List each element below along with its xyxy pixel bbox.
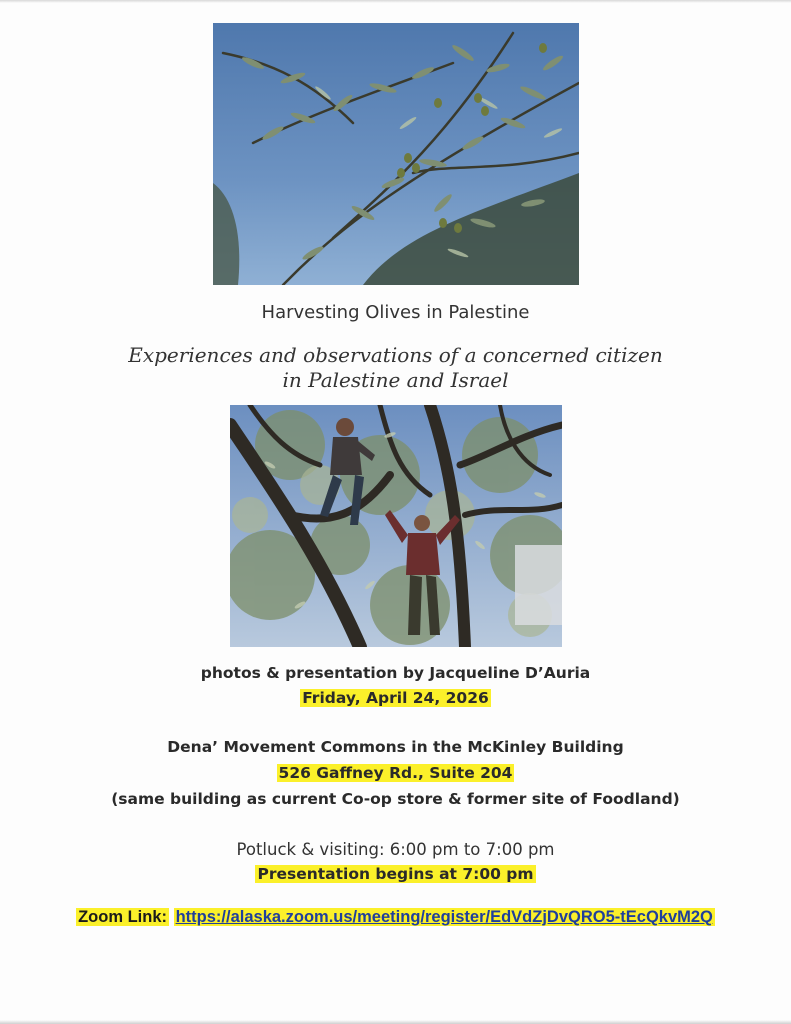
scan-edge-bottom: [0, 1020, 791, 1024]
flyer-title: Harvesting Olives in Palestine: [261, 302, 530, 323]
event-date: [0, 689, 791, 707]
subtitle-line-1: Experiences and observations of a concerned citizen: [128, 343, 663, 367]
zoom-label: Zoom Link:: [78, 908, 167, 926]
event-address-text: 526 Gaffney Rd., Suite 204: [278, 764, 513, 782]
presentation-time: [0, 865, 791, 883]
event-date-text: Friday, April 24, 2026: [302, 689, 489, 707]
presentation-time-text: Presentation begins at 7:00 pm: [257, 865, 534, 883]
subtitle-line-2: in Palestine and Israel: [282, 368, 509, 392]
zoom-link[interactable]: https://alaska.zoom.us/meeting/register/EdVdZjDvQRO5-tEcQkvM2Q: [175, 908, 713, 926]
venue-note: (same building as current Co-op store & former site of Foodland): [111, 790, 680, 808]
zoom-section: [0, 908, 791, 927]
potluck-time: Potluck & visiting: 6:00 pm to 7:00 pm: [236, 840, 555, 859]
event-venue: Dena’ Movement Commons in the McKinley Building: [167, 738, 624, 756]
presenter-credit: photos & presentation by Jacqueline D’Auria: [200, 664, 591, 682]
scan-edge-top: [0, 0, 791, 3]
event-address: [0, 764, 791, 782]
olive-tree-climbers-photo: [230, 405, 562, 647]
flyer-subtitle: [0, 343, 791, 393]
olive-branches-photo: [213, 23, 579, 285]
